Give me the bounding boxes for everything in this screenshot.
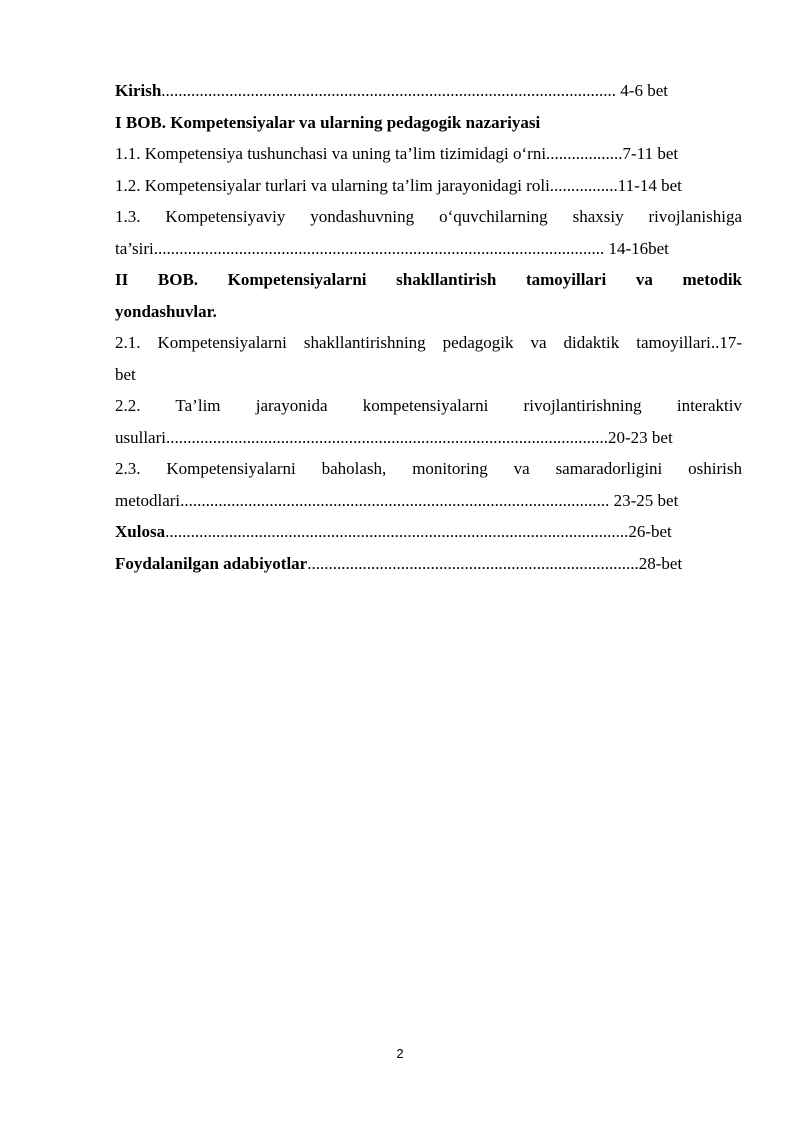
table-of-contents xyxy=(115,75,742,579)
toc-chapter-2-heading-line2: yondashuvlar. xyxy=(115,301,217,321)
toc-entry-title: Foydalanilgan adabiyotlar xyxy=(115,553,308,573)
toc-entry-1-3-line2: ta’siri.......................................................................................................... 14-16bet xyxy=(115,238,669,258)
toc-page-ref: 26-bet xyxy=(628,522,672,541)
toc-entry-2-3-line2: metodlari..................................................................................................... 23-25 bet xyxy=(115,490,679,510)
toc-entry-2-2-line1: 2.2. Ta’lim jarayonida kompetensiyalarni rivojlantirishning interaktiv xyxy=(115,396,742,415)
toc-dot-leader: .............................................................................. xyxy=(307,553,639,573)
toc-entry-kirish xyxy=(115,75,742,107)
toc-entry-2-2-line2: usullari........................................................................................................20-23 bet xyxy=(115,427,673,447)
toc-chapter-2-heading-line1: II BOB. Kompetensiyalarni shakllantirish tamoyillari va metodik xyxy=(115,270,742,289)
toc-entry-title: Xulosa xyxy=(115,522,166,541)
toc-entry-1-1: 1.1. Kompetensiya tushunchasi va uning ta’lim tizimidagi o‘rni..................7-11 bet xyxy=(115,144,679,163)
toc-entry-2-3-line1: 2.3. Kompetensiyalarni baholash, monitoring va samaradorligini oshirish xyxy=(115,459,742,478)
toc-entry-title: Kirish xyxy=(115,81,162,100)
page-number: 2 xyxy=(396,1046,404,1061)
toc-entry-2-1-line2: bet xyxy=(115,364,136,384)
toc-entry-xulosa xyxy=(115,516,742,548)
toc-page-ref: 4-6 bet xyxy=(616,81,668,100)
toc-entry-1-3-line1: 1.3. Kompetensiyaviy yondashuvning o‘quvchilarning shaxsiy rivojlanishiga xyxy=(115,207,742,226)
toc-entry-2-1-line1: 2.1. Kompetensiyalarni shakllantirishning pedagogik va didaktik tamoyillari..17- xyxy=(115,333,742,352)
toc-dot-leader: ........................................................................................................... xyxy=(161,81,617,100)
toc-dot-leader: ............................................................................................................. xyxy=(165,522,629,541)
toc-chapter-1-heading: I BOB. Kompetensiyalar va ularning pedagogik nazariyasi xyxy=(115,112,541,132)
toc-page-ref: 28-bet xyxy=(638,553,683,573)
toc-entry-1-2: 1.2. Kompetensiyalar turlari va ularning ta’lim jarayonidagi roli................11-14 bet xyxy=(115,175,682,195)
toc-entry-references xyxy=(115,548,742,580)
